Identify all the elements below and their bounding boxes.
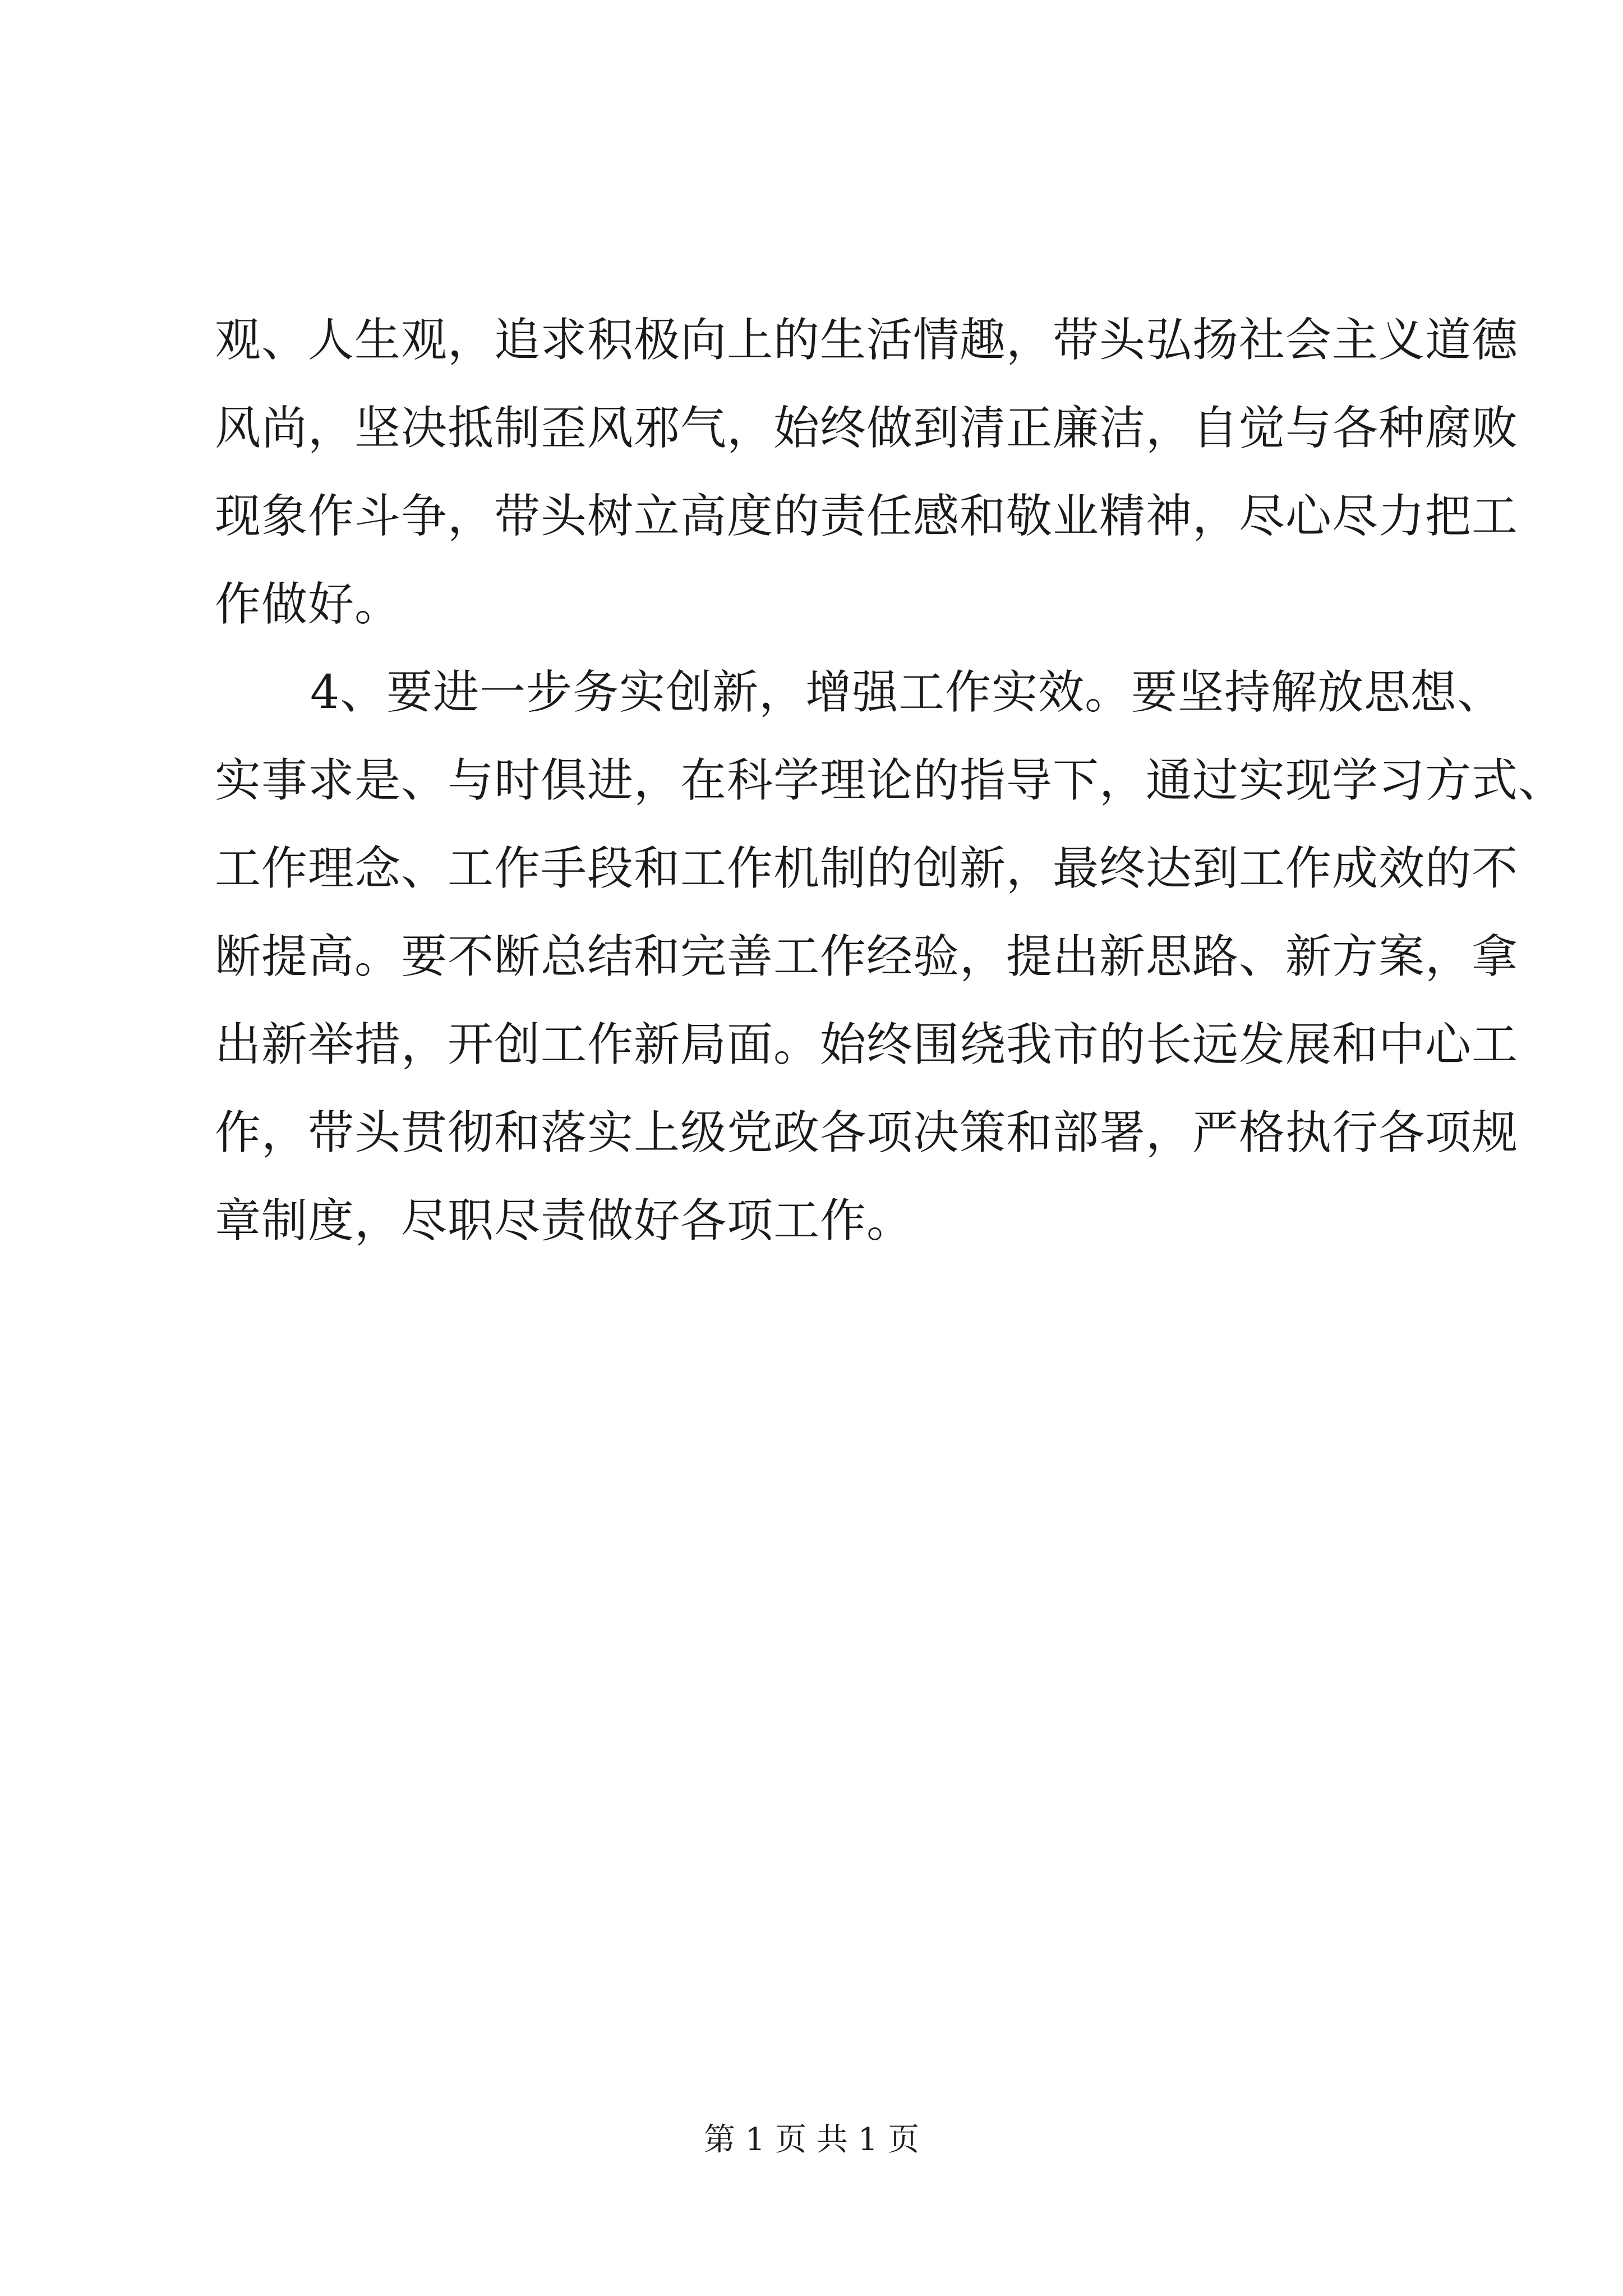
paragraph-continued — [215, 296, 1519, 648]
text-line: 4、要进一步务实创新，增强工作实效。要坚持解放思想、 — [310, 666, 1504, 719]
text-line: 风尚，坚决抵制歪风邪气，始终做到清正廉洁，自觉与各种腐败 — [215, 402, 1519, 455]
text-line: 作，带头贯彻和落实上级党政各项决策和部署，严格执行各项规 — [215, 1106, 1519, 1159]
text-line: 现象作斗争，带头树立高度的责任感和敬业精神，尽心尽力把工 — [215, 490, 1519, 543]
paragraph-item-4 — [215, 648, 1565, 1265]
text-line: 章制度，尽职尽责做好各项工作。 — [215, 1194, 914, 1248]
text-line: 断提高。要不断总结和完善工作经验，提出新思路、新方案，拿 — [215, 930, 1519, 983]
text-line: 工作理念、工作手段和工作机制的创新，最终达到工作成效的不 — [215, 842, 1519, 895]
page-footer — [0, 2120, 1623, 2160]
text-line: 观、人生观，追求积极向上的生活情趣，带头弘扬社会主义道德 — [215, 314, 1519, 367]
text-line: 出新举措，开创工作新局面。始终围绕我市的长远发展和中心工 — [215, 1018, 1519, 1071]
text-line: 作做好。 — [215, 578, 402, 631]
page-number: 第 1 页 共 1 页 — [703, 2122, 920, 2158]
text-line: 实事求是、与时俱进，在科学理论的指导下，通过实现学习方式、 — [215, 754, 1565, 807]
document-body — [215, 296, 1565, 1265]
